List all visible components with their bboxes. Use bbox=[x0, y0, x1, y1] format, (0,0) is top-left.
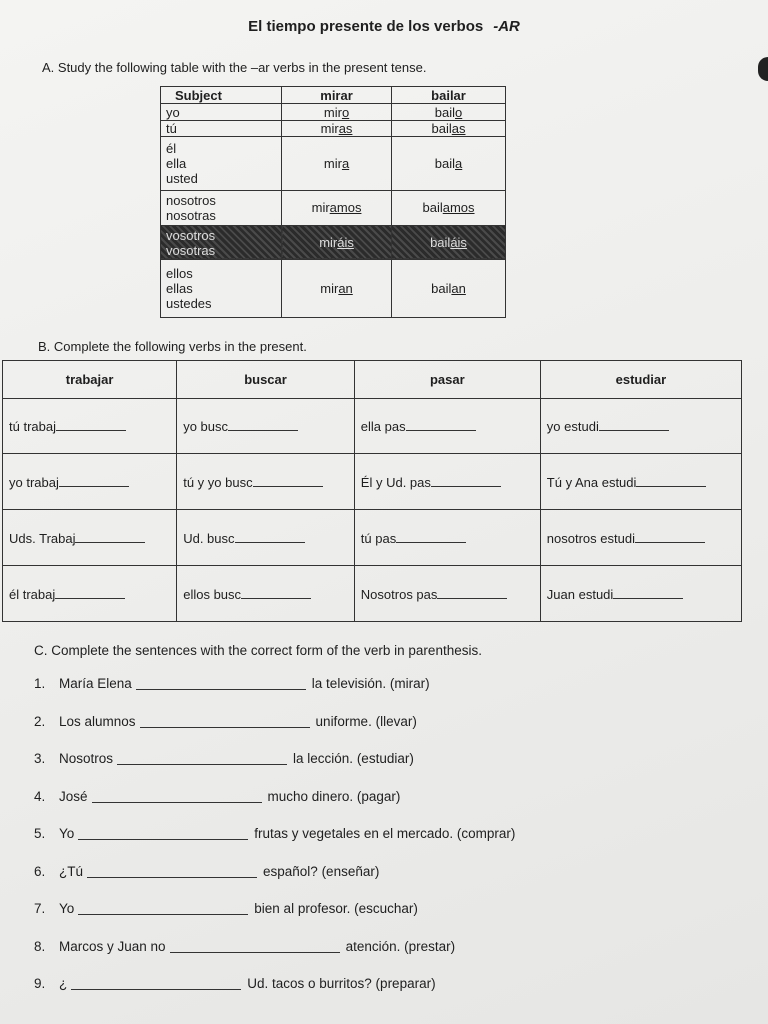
bailar-cell: bailas bbox=[392, 120, 506, 136]
answer-blank[interactable] bbox=[136, 676, 306, 690]
table-row bbox=[161, 137, 506, 190]
table-row bbox=[3, 398, 742, 454]
answer-blank[interactable] bbox=[613, 586, 683, 599]
sentence-end: bien al profesor. (escuchar) bbox=[254, 901, 418, 916]
title-suffix: -AR bbox=[493, 18, 520, 35]
subject-cell: ellos ellas ustedes bbox=[161, 260, 282, 318]
table-row bbox=[161, 104, 506, 120]
answer-blank[interactable] bbox=[241, 586, 311, 599]
sentence-start: Nosotros bbox=[59, 751, 114, 766]
practice-cell[interactable]: yo estudi bbox=[540, 398, 741, 454]
sentence-end: atención. (prestar) bbox=[345, 938, 456, 954]
answer-blank[interactable] bbox=[431, 474, 501, 487]
answer-blank[interactable] bbox=[406, 418, 476, 431]
subject-cell: vosotros vosotras bbox=[161, 225, 282, 260]
practice-cell[interactable]: Juan estudi bbox=[540, 566, 741, 622]
practice-cell[interactable]: Uds. Trabaj bbox=[3, 510, 177, 566]
item-number: 1. bbox=[34, 676, 46, 691]
bailar-cell: baila bbox=[392, 137, 506, 190]
list-item bbox=[34, 789, 734, 827]
answer-blank[interactable] bbox=[228, 418, 298, 431]
answer-blank[interactable] bbox=[635, 530, 705, 543]
header-pasar: pasar bbox=[354, 361, 540, 399]
mirar-cell: miramos bbox=[282, 190, 392, 225]
answer-blank[interactable] bbox=[56, 418, 126, 431]
mirar-cell: miro bbox=[282, 104, 392, 120]
sentence-start: Marcos y Juan no bbox=[59, 938, 166, 954]
item-number: 7. bbox=[34, 901, 46, 916]
bailar-cell: bailamos bbox=[392, 190, 506, 225]
answer-blank[interactable] bbox=[71, 976, 241, 990]
practice-cell[interactable]: Tú y Ana estudi bbox=[540, 454, 741, 510]
table-row bbox=[161, 225, 506, 260]
subject-cell: tú bbox=[161, 120, 282, 136]
page-title bbox=[0, 18, 768, 35]
answer-blank[interactable] bbox=[117, 751, 287, 765]
mirar-cell: miras bbox=[282, 120, 392, 136]
bailar-cell: bailo bbox=[392, 104, 506, 120]
sentence-list bbox=[34, 676, 734, 1014]
section-c-instruction: C. Complete the sentences with the correct form of the verb in parenthesis. bbox=[34, 643, 482, 658]
answer-blank[interactable] bbox=[75, 530, 145, 543]
practice-cell[interactable]: Ud. busc bbox=[177, 510, 355, 566]
header-trabajar: trabajar bbox=[3, 361, 177, 399]
practice-cell[interactable]: tú y yo busc bbox=[177, 454, 355, 510]
sentence-end: Ud. tacos o burritos? (preparar) bbox=[247, 976, 436, 991]
answer-blank[interactable] bbox=[78, 901, 248, 915]
practice-cell[interactable]: tú trabaj bbox=[3, 398, 177, 454]
list-item bbox=[34, 976, 734, 1014]
sentence-start: José bbox=[59, 788, 88, 804]
mirar-cell: miran bbox=[282, 260, 392, 318]
item-number: 8. bbox=[34, 938, 46, 954]
answer-blank[interactable] bbox=[396, 530, 466, 543]
section-b-instruction: B. Complete the following verbs in the present. bbox=[38, 339, 307, 354]
bailar-cell: bailan bbox=[392, 260, 506, 318]
list-item bbox=[34, 676, 734, 714]
answer-blank[interactable] bbox=[78, 826, 248, 840]
table-row bbox=[3, 566, 742, 622]
practice-cell[interactable]: ella pas bbox=[354, 398, 540, 454]
practice-cell[interactable]: nosotros estudi bbox=[540, 510, 741, 566]
sentence-end: español? (enseñar) bbox=[263, 863, 380, 879]
subject-cell: yo bbox=[161, 104, 282, 120]
practice-table bbox=[2, 360, 742, 622]
list-item bbox=[34, 751, 734, 789]
list-item bbox=[34, 864, 734, 902]
practice-cell[interactable]: tú pas bbox=[354, 510, 540, 566]
sentence-end: frutas y vegetales en el mercado. (comprar) bbox=[254, 826, 516, 841]
bailar-cell: bailáis bbox=[392, 225, 506, 260]
sentence-start: Yo bbox=[59, 826, 75, 841]
edge-binder-mark bbox=[758, 57, 768, 81]
list-item bbox=[34, 714, 734, 752]
practice-cell[interactable]: Él y Ud. pas bbox=[354, 454, 540, 510]
title-text: El tiempo presente de los verbos bbox=[248, 18, 484, 35]
sentence-end: la televisión. (mirar) bbox=[311, 676, 430, 691]
sentence-end: mucho dinero. (pagar) bbox=[267, 788, 401, 804]
sentence-start: ¿ bbox=[59, 976, 68, 991]
practice-cell[interactable]: ellos busc bbox=[177, 566, 355, 622]
answer-blank[interactable] bbox=[437, 586, 507, 599]
section-a-instruction: A. Study the following table with the –ar verbs in the present tense. bbox=[42, 60, 427, 75]
table-row bbox=[3, 454, 742, 510]
practice-cell[interactable]: yo busc bbox=[177, 398, 355, 454]
conjugation-table bbox=[160, 86, 506, 318]
header-mirar: mirar bbox=[282, 87, 392, 104]
subject-cell: él ella usted bbox=[161, 137, 282, 190]
sentence-start: ¿Tú bbox=[59, 863, 84, 879]
item-number: 4. bbox=[34, 788, 46, 804]
answer-blank[interactable] bbox=[253, 474, 323, 487]
practice-cell[interactable]: yo trabaj bbox=[3, 454, 177, 510]
item-number: 5. bbox=[34, 826, 46, 841]
mirar-cell: mira bbox=[282, 137, 392, 190]
answer-blank[interactable] bbox=[55, 586, 125, 599]
item-number: 2. bbox=[34, 713, 46, 729]
practice-cell[interactable]: Nosotros pas bbox=[354, 566, 540, 622]
header-estudiar: estudiar bbox=[540, 361, 741, 399]
answer-blank[interactable] bbox=[87, 864, 257, 878]
answer-blank[interactable] bbox=[235, 530, 305, 543]
mirar-cell: miráis bbox=[282, 225, 392, 260]
practice-cell[interactable]: él trabaj bbox=[3, 566, 177, 622]
answer-blank[interactable] bbox=[170, 939, 340, 953]
header-subject: Subject bbox=[161, 87, 282, 104]
sentence-start: María Elena bbox=[59, 676, 132, 691]
answer-blank[interactable] bbox=[140, 714, 310, 728]
item-number: 6. bbox=[34, 863, 46, 879]
list-item bbox=[34, 939, 734, 977]
answer-blank[interactable] bbox=[599, 418, 669, 431]
header-bailar: bailar bbox=[392, 87, 506, 104]
sentence-end: la lección. (estudiar) bbox=[293, 751, 414, 766]
table-row bbox=[161, 190, 506, 225]
sentence-end: uniforme. (llevar) bbox=[315, 713, 417, 729]
sentence-start: Los alumnos bbox=[59, 713, 136, 729]
table-row bbox=[3, 510, 742, 566]
item-number: 9. bbox=[34, 976, 46, 991]
header-buscar: buscar bbox=[177, 361, 355, 399]
list-item bbox=[34, 826, 734, 864]
answer-blank[interactable] bbox=[636, 474, 706, 487]
subject-cell: nosotros nosotras bbox=[161, 190, 282, 225]
list-item bbox=[34, 901, 734, 939]
answer-blank[interactable] bbox=[92, 789, 262, 803]
table-row bbox=[161, 260, 506, 318]
answer-blank[interactable] bbox=[59, 474, 129, 487]
item-number: 3. bbox=[34, 751, 46, 766]
table-row bbox=[161, 120, 506, 136]
sentence-start: Yo bbox=[59, 901, 75, 916]
